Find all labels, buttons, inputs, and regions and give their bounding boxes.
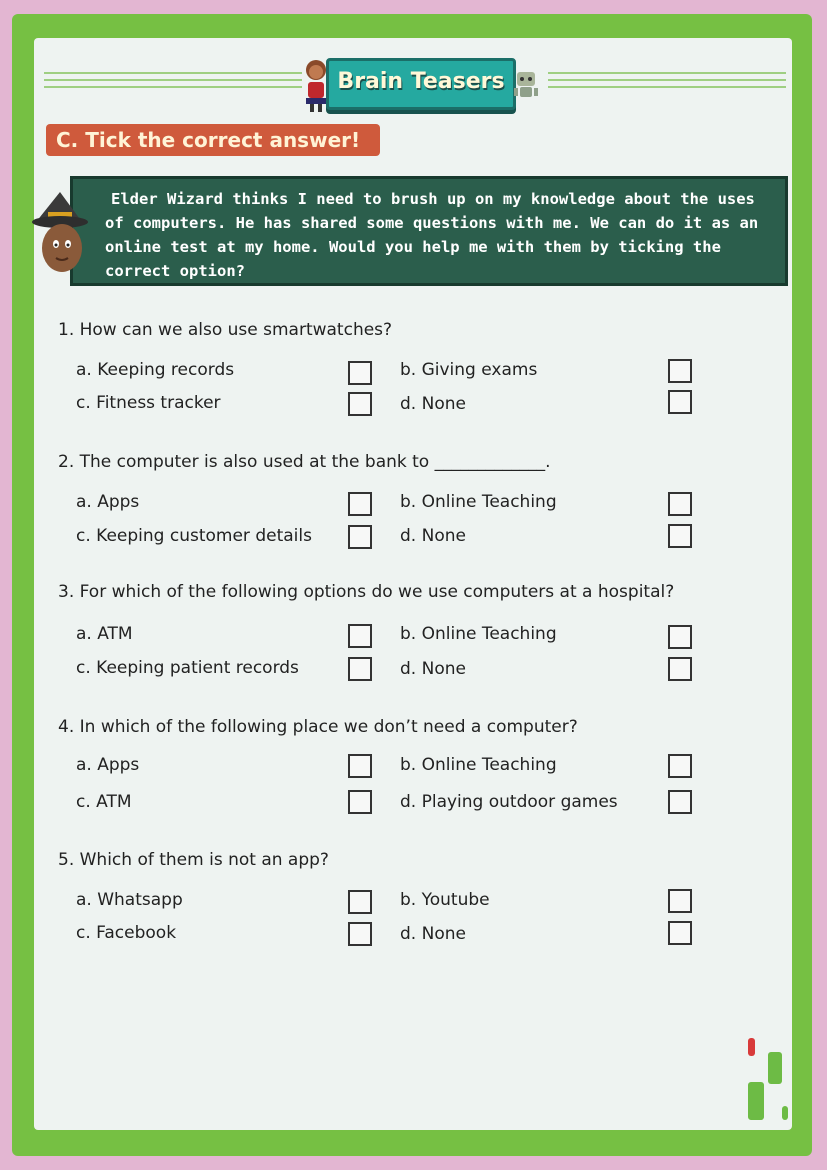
question-4-option-d: d. Playing outdoor games: [400, 792, 618, 812]
question-5-text: 5. Which of them is not an app?: [58, 850, 329, 870]
section-heading-text: C. Tick the correct answer!: [56, 128, 361, 152]
decor-green-block-2: [748, 1082, 764, 1120]
question-3-option-a: a. ATM: [76, 624, 133, 644]
question-4-option-b: b. Online Teaching: [400, 755, 557, 775]
question-2-option-a: a. Apps: [76, 492, 140, 512]
question-5-option-d: d. None: [400, 924, 466, 944]
robot-character-icon: [512, 68, 540, 106]
question-5-option-b: b. Youtube: [400, 890, 490, 910]
question-2-option-b: b. Online Teaching: [400, 492, 557, 512]
question-2-checkbox-b[interactable]: [668, 492, 692, 516]
question-3-checkbox-b[interactable]: [668, 625, 692, 649]
question-4-checkbox-a[interactable]: [348, 754, 372, 778]
question-5-checkbox-c[interactable]: [348, 922, 372, 946]
decor-green-block-3: [782, 1106, 788, 1120]
question-2-option-c: c. Keeping customer details: [76, 526, 312, 546]
question-3-checkbox-a[interactable]: [348, 624, 372, 648]
intro-text: Elder Wizard thinks I need to brush up on my knowledge about the uses of computers. He has shared some questions with me. We can do it as an online test at my home. Would you help me with them by ticking the correct option?: [105, 190, 759, 280]
question-3-checkbox-d[interactable]: [668, 657, 692, 681]
question-3-checkbox-c[interactable]: [348, 657, 372, 681]
brain-teasers-banner: [326, 58, 516, 110]
section-heading: [46, 124, 380, 156]
header-lines-right: [548, 72, 786, 94]
question-4-option-c: c. ATM: [76, 792, 132, 812]
header-lines-left: [44, 72, 302, 94]
question-5-checkbox-d[interactable]: [668, 921, 692, 945]
intro-box: [70, 176, 788, 286]
question-5-checkbox-b[interactable]: [668, 889, 692, 913]
question-4-checkbox-d[interactable]: [668, 790, 692, 814]
question-2-checkbox-c[interactable]: [348, 525, 372, 549]
question-1-option-c: c. Fitness tracker: [76, 393, 221, 413]
question-3-option-d: d. None: [400, 659, 466, 679]
question-1-checkbox-d[interactable]: [668, 390, 692, 414]
question-1-text: 1. How can we also use smartwatches?: [58, 320, 393, 340]
question-4-text: 4. In which of the following place we don’t need a computer?: [58, 717, 578, 737]
question-1-option-a: a. Keeping records: [76, 360, 235, 380]
question-3-option-b: b. Online Teaching: [400, 624, 557, 644]
question-3-text: 3. For which of the following options do we use computers at a hospital?: [58, 582, 675, 602]
question-2-option-d: d. None: [400, 526, 466, 546]
decor-red-block: [748, 1038, 755, 1056]
decor-green-block-1: [768, 1052, 782, 1084]
question-4-option-a: a. Apps: [76, 755, 140, 775]
question-4-checkbox-c[interactable]: [348, 790, 372, 814]
question-1-checkbox-a[interactable]: [348, 361, 372, 385]
question-2-checkbox-a[interactable]: [348, 492, 372, 516]
question-2-checkbox-d[interactable]: [668, 524, 692, 548]
question-1-checkbox-c[interactable]: [348, 392, 372, 416]
question-1-checkbox-b[interactable]: [668, 359, 692, 383]
question-1-option-d: d. None: [400, 394, 466, 414]
question-5-option-a: a. Whatsapp: [76, 890, 183, 910]
question-3-option-c: c. Keeping patient records: [76, 658, 299, 678]
question-2-text: 2. The computer is also used at the bank to _____________.: [58, 452, 551, 472]
question-5-option-c: c. Facebook: [76, 923, 177, 943]
question-5-checkbox-a[interactable]: [348, 890, 372, 914]
question-4-checkbox-b[interactable]: [668, 754, 692, 778]
wizard-character-icon: [30, 192, 94, 288]
question-1-option-b: b. Giving exams: [400, 360, 538, 380]
banner-title: Brain Teasers: [337, 69, 505, 94]
